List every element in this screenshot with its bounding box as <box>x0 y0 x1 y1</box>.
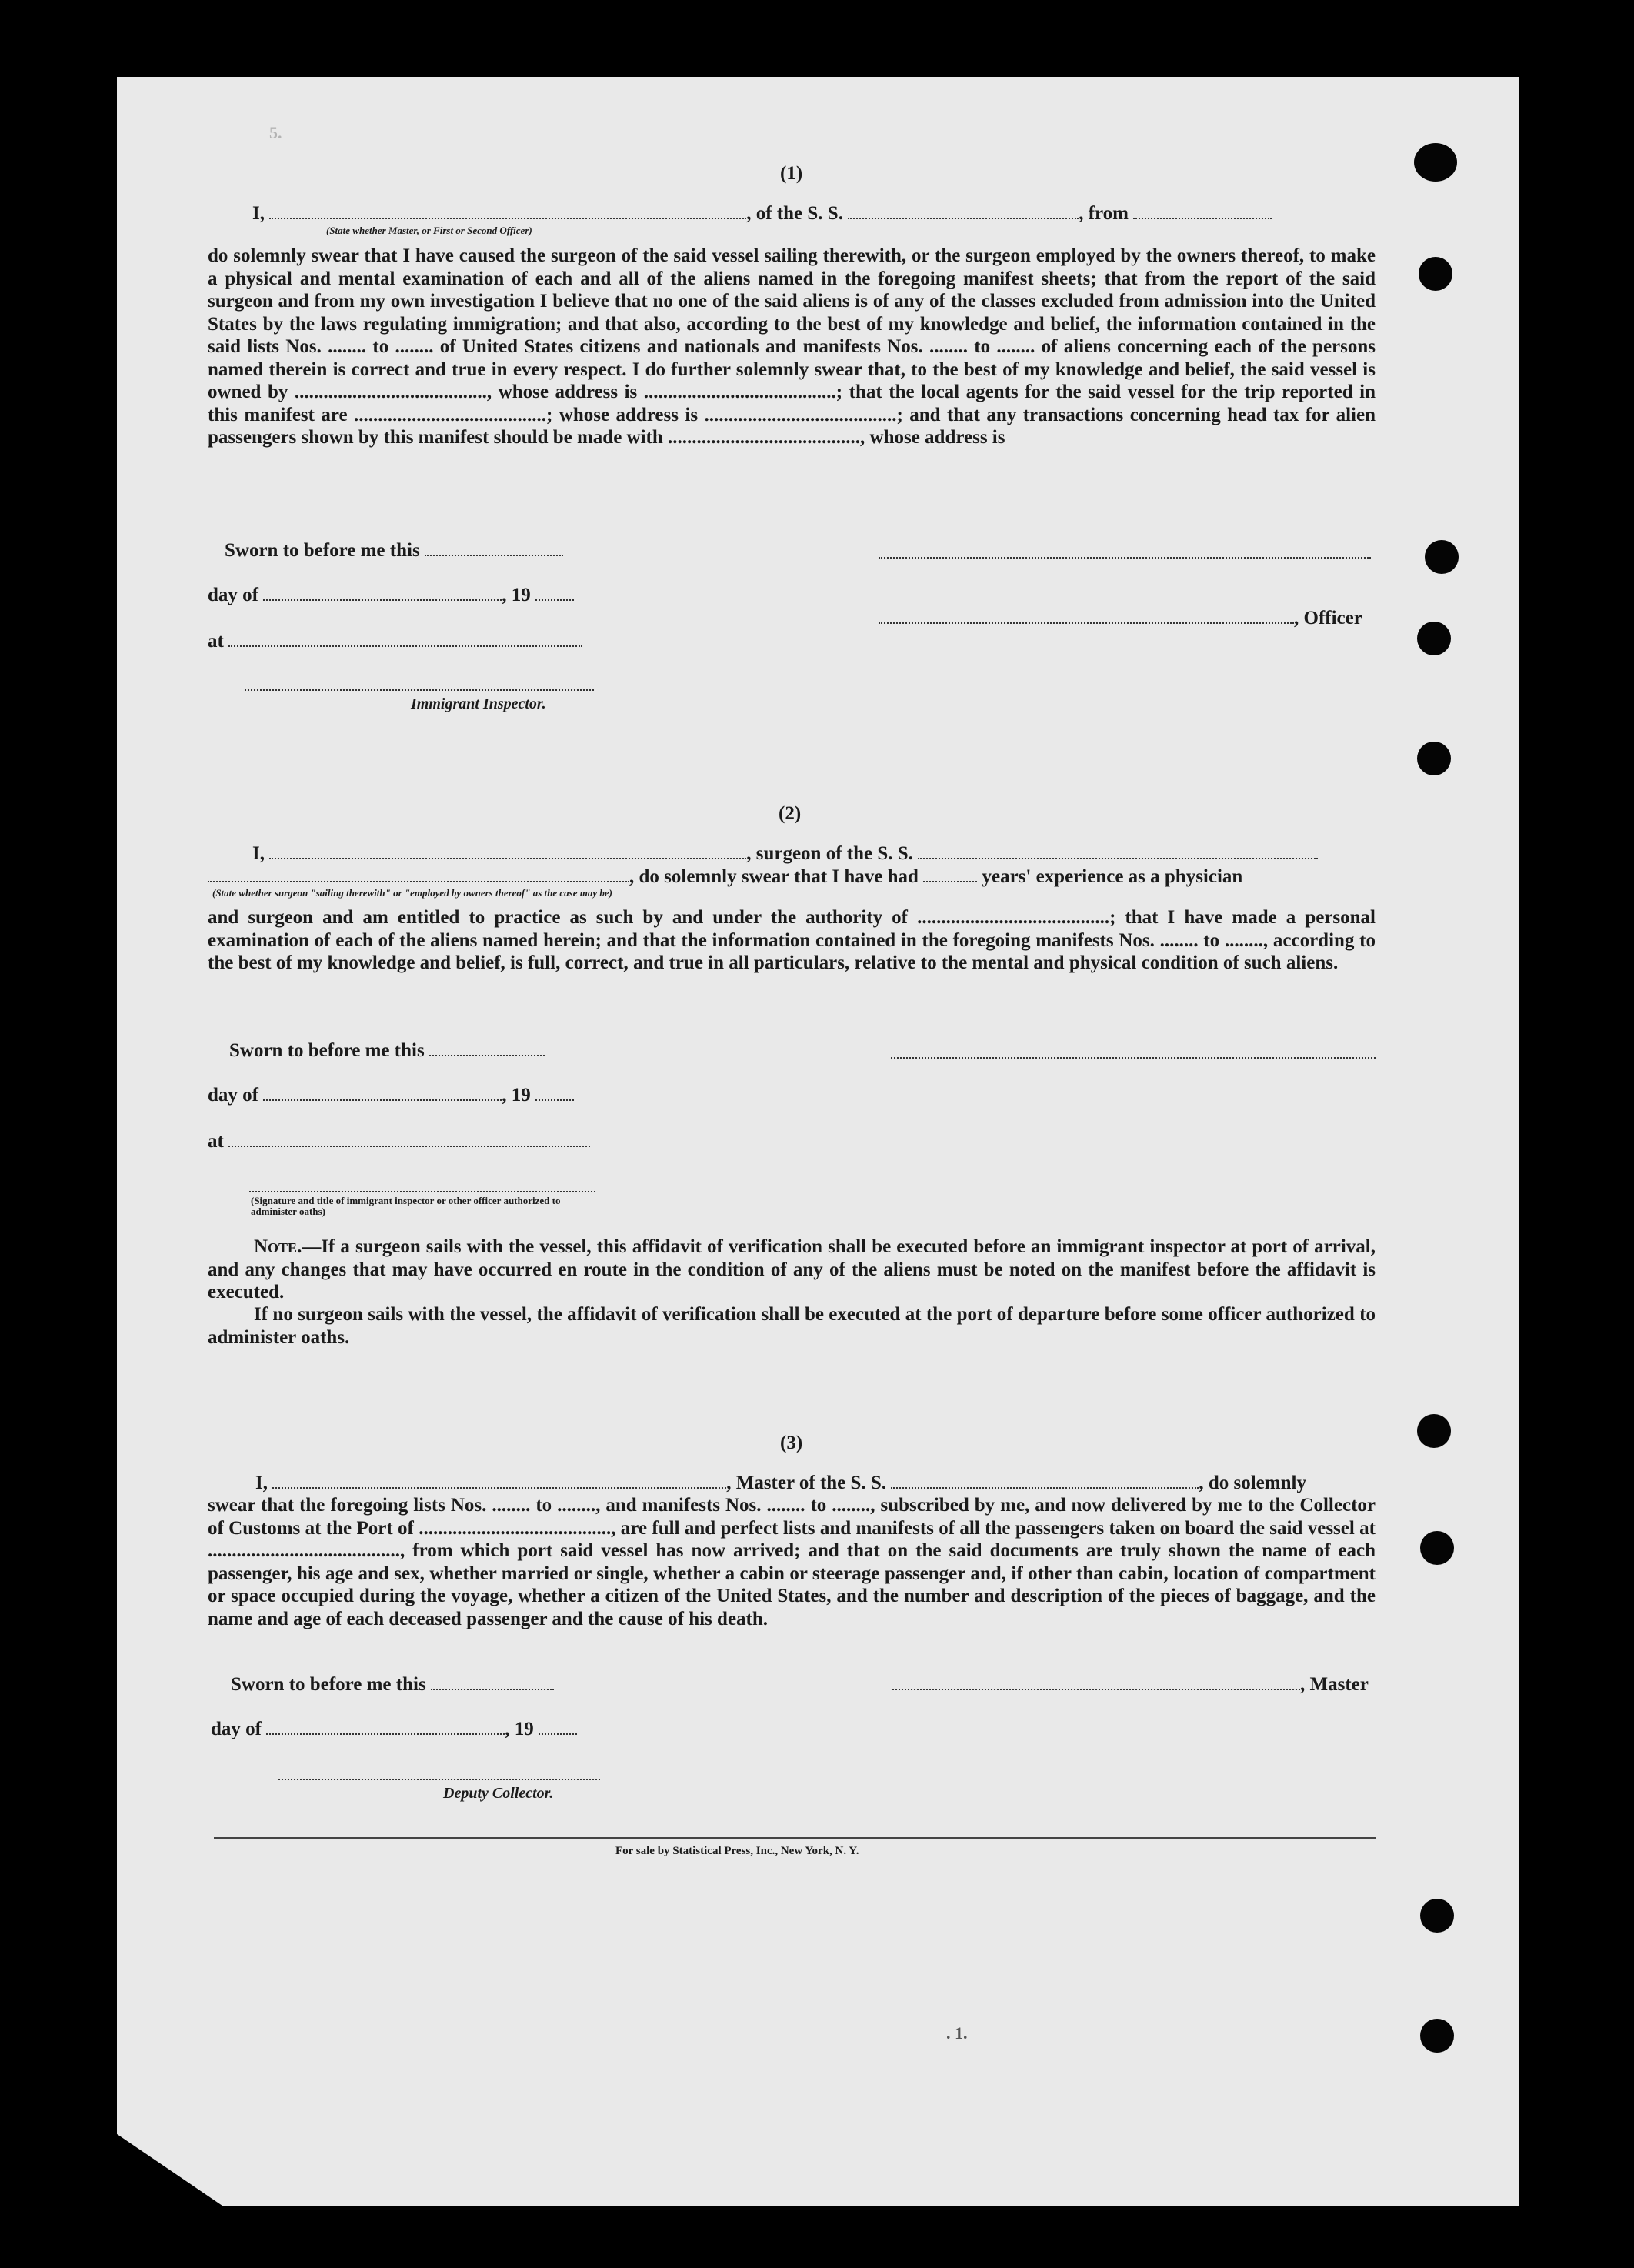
binder-hole <box>1425 540 1459 574</box>
s3-year-field[interactable] <box>539 1719 577 1735</box>
s3-year: , 19 <box>505 1719 534 1739</box>
bleed-through-number: 5. <box>269 123 282 142</box>
s2-year: , 19 <box>502 1085 531 1106</box>
s2-sworn-line <box>229 1040 545 1062</box>
s1-inspector-line[interactable] <box>245 689 594 691</box>
s1-at-field[interactable] <box>228 632 582 647</box>
s3-master-label: , Master <box>1300 1674 1369 1695</box>
s3-header-line <box>255 1473 1306 1494</box>
note-label: Note. <box>254 1236 302 1257</box>
s1-body: do solemnly swear that I have caused the surgeon of the said vessel sailing therewith, or the surgeon employed by the owners thereof, to make a physical and mental examination of each and all of the aliens named in the foregoing manifest sheets; that from the report of the said surgeon and from my own investigation I believe that no one of the said aliens is of any of the classes excluded from admission into the United States by the laws regulating immigration; and that also, according to the best of my knowledge and belief, the information contained in the said lists Nos. ........ to ........ of United States citizens and nationals and manifests Nos. ........ to ........ of aliens concerning each of the persons named therein is correct and true in every respect. I do further solemnly swear that, to the best of my knowledge and belief, the said vessel is owned by ........................................, whose address is ........................................; that the local agents for the said vessel for the trip reported in this manifest are ........................................; whose address is ........................................; and that any transactions concerning head tax for alien passengers shown by this manifest should be made with ........................................, whose address is <box>208 245 1376 448</box>
note-text-1: —If a surgeon sails with the vessel, this affidavit of verification shall be executed before an immigrant inspector at port of arrival, and any changes that may have occurred en route in the condition of any of the aliens must be noted on the manifest before the affidavit is executed. <box>208 1236 1376 1302</box>
s2-surgeon-of: , surgeon of the S. S. <box>746 843 913 864</box>
s1-sworn-field[interactable] <box>425 541 563 556</box>
s1-day-of: day of <box>208 585 258 605</box>
s2-at-line <box>208 1131 590 1152</box>
s3-do-solemnly: , do solemnly <box>1199 1473 1306 1493</box>
s1-year-field[interactable] <box>535 585 574 601</box>
s1-sworn: Sworn to before me this <box>225 540 420 561</box>
section-2-number: (2) <box>779 803 802 824</box>
s2-vessel-field[interactable] <box>918 844 1318 859</box>
s1-i-label: I, <box>252 203 265 224</box>
binder-hole <box>1420 1531 1454 1565</box>
s1-header-line <box>252 203 1272 225</box>
s1-year: , 19 <box>502 585 531 605</box>
s2-sworn-field[interactable] <box>429 1041 545 1056</box>
binder-hole <box>1420 2019 1454 2053</box>
s2-experience: years' experience as a physician <box>982 866 1243 887</box>
s2-header-line <box>252 843 1318 865</box>
s3-day-field[interactable] <box>266 1719 505 1735</box>
footer-rule <box>214 1837 1376 1839</box>
section-1-number: (1) <box>780 163 803 184</box>
s2-day-of: day of <box>208 1085 258 1106</box>
s1-officer-field[interactable] <box>269 204 746 219</box>
s3-master-of: , Master of the S. S. <box>726 1473 887 1493</box>
s1-signature-line[interactable] <box>879 557 1371 559</box>
s1-officer-line <box>879 608 1362 629</box>
s1-sworn-line <box>225 540 563 562</box>
binder-hole <box>1417 1414 1451 1448</box>
s3-master-sign-field[interactable] <box>892 1675 1300 1690</box>
s2-name-field[interactable] <box>269 844 746 859</box>
s3-day-line <box>211 1719 577 1740</box>
s1-inspector-caption: Immigrant Inspector. <box>411 695 546 712</box>
s3-deputy-caption: Deputy Collector. <box>443 1785 554 1802</box>
s2-at-field[interactable] <box>228 1132 590 1147</box>
section-3-number: (3) <box>780 1433 803 1453</box>
s1-at: at <box>208 631 224 652</box>
s3-body: swear that the foregoing lists Nos. ........ to ........, and manifests Nos. ........ to ........, subscribed by me, and now delivered by me to the Collector of Customs at the Port of ........................................, are full and perfect lists and manifests of all the passengers taken on board the said vessel at ........................................, from which port said vessel has now arrived; and that on the said documents are truly shown the name of each passenger, his age and sex, whether married or single, whether a cabin or steerage passenger and, if other than cabin, location of compartment or space occupied during the voyage, whether a citizen of the United States, and the number and description of the pieces of baggage, and the name and age of each deceased passenger and the cause of his death. <box>208 1495 1376 1629</box>
s3-deputy-line[interactable] <box>278 1779 600 1780</box>
s3-master-line <box>892 1674 1369 1696</box>
s2-inspector-line[interactable] <box>249 1191 595 1192</box>
s1-at-line <box>208 631 582 652</box>
binder-hole <box>1414 143 1457 182</box>
s2-swear-line <box>208 866 1242 888</box>
binder-hole <box>1420 1899 1454 1933</box>
bleed-through-mark: . 1. <box>946 2023 968 2043</box>
s3-sworn-field[interactable] <box>431 1675 554 1690</box>
binder-hole <box>1417 622 1451 655</box>
s1-officer-caption: (State whether Master, or First or Second Officer) <box>326 225 532 236</box>
s1-vessel-field[interactable] <box>848 204 1079 219</box>
s1-day-line <box>208 585 574 606</box>
s1-of-ss: , of the S. S. <box>746 203 843 224</box>
s3-vessel-field[interactable] <box>891 1473 1199 1489</box>
s2-year-field[interactable] <box>535 1086 574 1101</box>
s2-day-line <box>208 1085 574 1106</box>
s3-day-of: day of <box>211 1719 262 1739</box>
s2-sworn: Sworn to before me this <box>229 1040 425 1061</box>
s2-swear-had: , do solemnly swear that I have had <box>629 866 919 887</box>
s2-inspector-caption: (Signature and title of immigrant inspector or other officer authorized to administer oaths) <box>251 1195 561 1217</box>
s1-officer-sign-field[interactable] <box>879 609 1294 624</box>
s3-sworn: Sworn to before me this <box>231 1674 426 1695</box>
s2-capacity-caption: (State whether surgeon "sailing therewith" or "employed by owners thereof" as the case may be) <box>212 887 612 899</box>
binder-hole <box>1417 742 1451 775</box>
s3-i-label: I, <box>255 1473 268 1493</box>
s2-capacity-field[interactable] <box>208 867 629 882</box>
footer-printer: For sale by Statistical Press, Inc., New York, N. Y. <box>615 1845 859 1857</box>
s2-day-field[interactable] <box>263 1086 502 1101</box>
s1-from: , from <box>1079 203 1129 224</box>
s3-sworn-line <box>231 1674 554 1696</box>
s1-day-field[interactable] <box>263 585 502 601</box>
s2-signature-line[interactable] <box>891 1057 1376 1059</box>
s1-officer-label: , Officer <box>1294 608 1362 629</box>
s3-name-field[interactable] <box>272 1473 726 1489</box>
s2-years-field[interactable] <box>923 867 977 882</box>
s1-from-field[interactable] <box>1133 204 1272 219</box>
s2-at: at <box>208 1131 224 1152</box>
s2-note <box>208 1236 1376 1304</box>
s2-body: and surgeon and am entitled to practice as such by and under the authority of ........................................; that I have made a personal examination of each of the aliens named herein; and that the information contained in the foregoing manifests Nos. ........ to ........, according to the best of my knowledge and belief, is full, correct, and true in all particulars, relative to the mental and physical condition of such aliens. <box>208 907 1376 973</box>
s2-i-label: I, <box>252 843 265 864</box>
binder-hole <box>1419 257 1452 291</box>
s2-note-2: If no surgeon sails with the vessel, the affidavit of verification shall be executed at the port of departure before some officer authorized to administer oaths. <box>208 1304 1376 1348</box>
